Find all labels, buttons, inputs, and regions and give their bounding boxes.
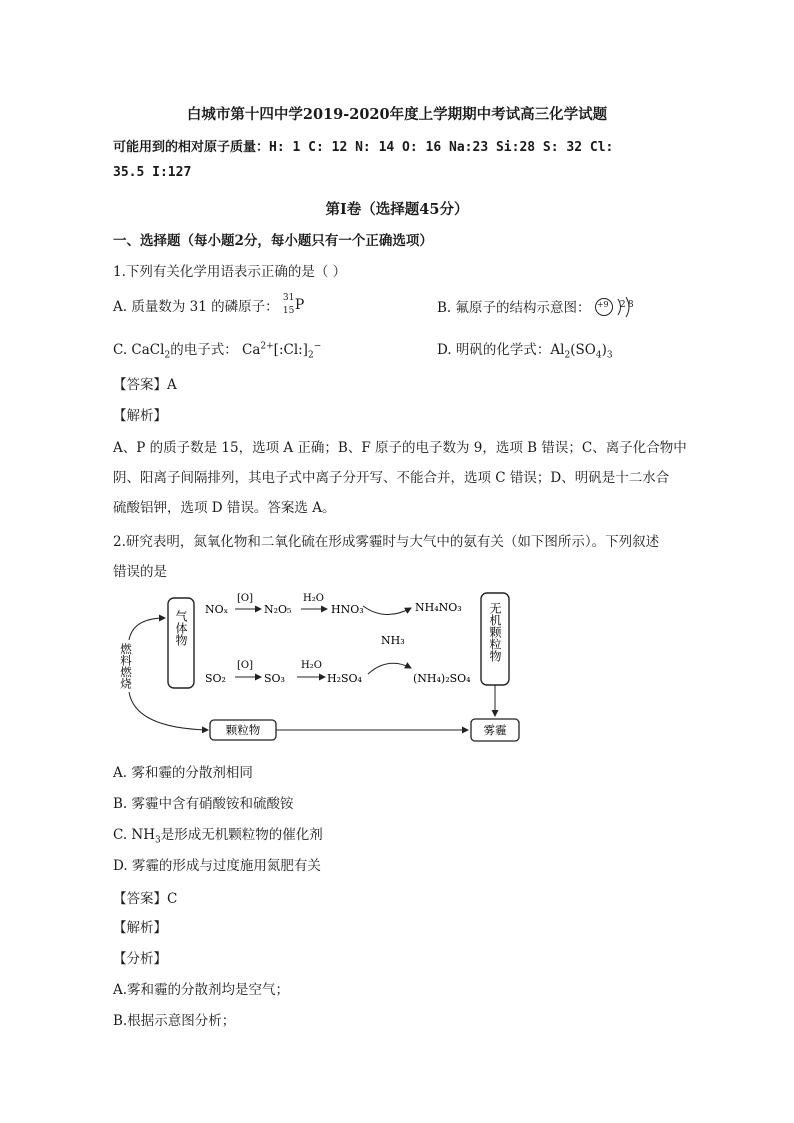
q1-mass-number: 31	[282, 293, 295, 303]
q1-option-a-nuclide	[282, 293, 309, 316]
q2-option-d: D. 雾霾的形成与过度施用氮肥有关	[113, 858, 321, 874]
q2-answer: 【答案】C	[113, 891, 178, 907]
q1-option-c-prefix: C. CaCl	[113, 342, 165, 358]
nh3-sub: 3	[155, 835, 161, 846]
q1-option-d	[437, 338, 613, 361]
cl-count: 2	[307, 350, 314, 361]
q1-option-a-text: A. 质量数为 31 的磷原子：	[113, 299, 279, 315]
shell-2-electrons: 8	[627, 300, 634, 310]
q1-option-a	[113, 295, 309, 315]
fuel-burning-label: 燃料燃烧	[119, 643, 133, 689]
q1-analysis-label: 【解析】	[113, 408, 167, 424]
fuel-to-gas-arrow	[129, 618, 165, 640]
q1-analysis-line-3: 硫酸铝钾，选项 D 错误。答案选 A。	[113, 500, 336, 516]
so3-formula: SO₃	[264, 672, 285, 685]
so4-close: )	[601, 342, 607, 358]
gas-box-label: 气体物	[174, 610, 188, 646]
page-title: 白城市第十四中学2019-2020年度上学期期中考试高三化学试题	[186, 106, 608, 123]
particle-box-label: 颗粒物	[225, 723, 261, 737]
q2-option-c-text: 是形成无机颗粒物的催化剂	[160, 827, 323, 843]
ca-symbol: Ca	[242, 342, 261, 358]
water-label-1: H₂O	[303, 593, 324, 604]
q2-option-c-prefix: C. NH	[113, 827, 156, 843]
q2-fenxi-b: B.根据示意图分析；	[113, 1013, 236, 1029]
haze-box-label: 雾霾	[483, 723, 507, 737]
nox-formula: NOₓ	[205, 603, 229, 616]
q2-stem-line-1: 2.研究表明，氮氧化物和二氧化硫在形成雾霾时与大气中的氨有关（如下图所示）。下列叙述	[113, 534, 660, 550]
q2-stem-line-2: 错误的是	[113, 564, 167, 580]
so4-count: 3	[606, 350, 613, 361]
cl-charge: −	[313, 341, 322, 352]
atomic-masses-line-1: 可能用到的相对原子质量：H: 1 C: 12 N: 14 O: 16 Na:23 Si:28 S: 32 Cl:	[113, 140, 614, 155]
nh4-2-so4-formula: (NH₄)₂SO₄	[413, 672, 471, 685]
nh4no3-formula: NH₄NO₃	[415, 601, 462, 614]
ca-charge: 2+	[260, 341, 274, 352]
shell-1-electrons: 2	[619, 300, 626, 310]
q1-stem: 1.下列有关化学用语表示正确的是（ ）	[113, 264, 347, 280]
q1-phosphorus-symbol: P	[294, 297, 305, 313]
q1-atomic-number: 15	[282, 306, 295, 316]
water-label-2: H₂O	[301, 660, 322, 671]
oxidation-label-2: [O]	[237, 660, 254, 671]
part-heading: 一、选择题（每小题2分，每小题只有一个正确选项）	[113, 233, 433, 249]
q2-option-b: B. 雾霾中含有硝酸铵和硫酸铵	[113, 796, 294, 812]
h2so4-formula: H₂SO₄	[327, 672, 362, 685]
q1-option-c-text: 的电子式：	[170, 342, 238, 358]
nucleus-charge: +9	[596, 300, 609, 309]
haze-formation-diagram	[113, 588, 533, 748]
inorganic-particle-label: 无机颗粒物	[488, 602, 502, 662]
q1-answer: 【答案】A	[113, 377, 177, 393]
ammonia-label: NH₃	[381, 634, 405, 647]
q1-option-c	[113, 338, 321, 361]
q1-option-d-prefix: D. 明矾的化学式：Al	[437, 342, 565, 358]
fuel-to-particle-arrow	[129, 692, 208, 730]
q2-fenxi-label: 【分析】	[113, 951, 167, 967]
hno3-formula: HNO₃	[331, 603, 364, 616]
q1-option-c-sub: 2	[164, 350, 171, 361]
al-count: 2	[564, 350, 571, 361]
h2so4-to-nh4so4-arrow	[368, 663, 411, 674]
q2-fenxi-a: A.雾和霾的分散剂均是空气；	[113, 982, 290, 998]
fluorine-structure-diagram	[595, 295, 639, 319]
so2-formula: SO₂	[205, 672, 226, 685]
cacl2-electron-formula	[242, 341, 322, 361]
q1-option-b-text: B. 氟原子的结构示意图：	[437, 300, 591, 316]
q1-option-b	[437, 295, 639, 319]
cl-bracket: [:Cl:]	[273, 342, 308, 358]
oxidation-label-1: [O]	[237, 593, 254, 604]
section-title: 第Ⅰ卷（选择题45分）	[325, 201, 469, 218]
q1-analysis-line-2: 阴、阳离子间隔排列，其电子式中离子分开写、不能合并，选项 C 错误；D、明矾是十二水合	[113, 470, 670, 486]
q2-option-a: A. 雾和霾的分散剂相同	[113, 765, 253, 781]
q2-option-c	[113, 823, 323, 846]
q2-analysis-label: 【解析】	[113, 920, 167, 936]
q1-analysis-line-1: A、P 的质子数是 15，选项 A 正确；B、F 原子的电子数为 9，选项 B 错误；C、离子化合物中	[113, 440, 687, 456]
atomic-masses-line-2: 35.5 I:127	[113, 165, 192, 180]
hno3-to-nh4no3-arrow	[363, 606, 411, 615]
o-count: 4	[595, 350, 602, 361]
n2o5-formula: N₂O₅	[264, 603, 292, 616]
so4-open: (SO	[570, 342, 596, 358]
